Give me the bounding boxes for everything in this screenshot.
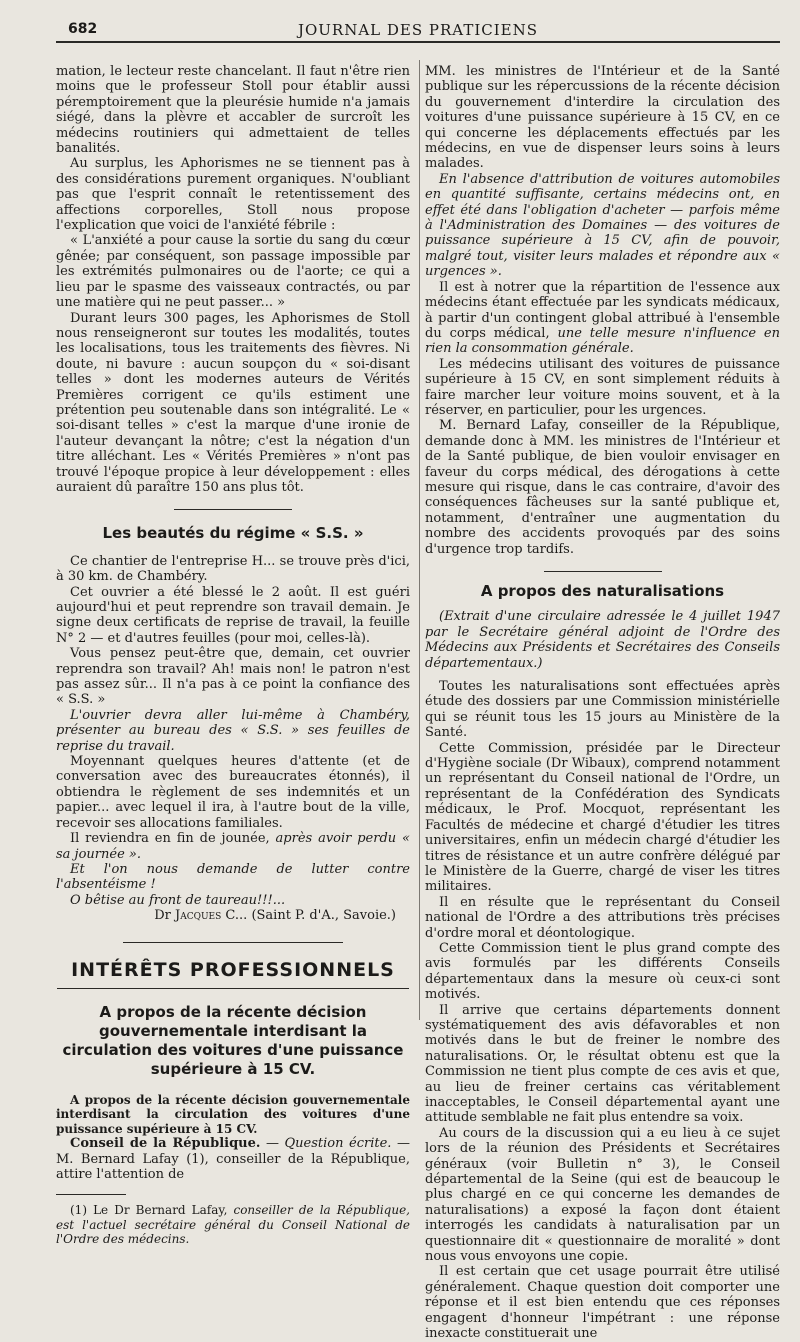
extract-note: (Extrait d'une circulaire adressée le 4 juillet 1947 par le Secrétaire général adjoint de l'Ordre des Médecins aux Présidents et Secrétaires des Conseils départementaux.) bbox=[425, 609, 780, 671]
paragraph: Au surplus, les Aphorismes ne se tiennent pas à des considérations purement organiques. N'oubliant pas que l'esprit connaît le retentissement des affections corporelles, Stoll nous propose l'explication que voici de l'anxiété fébrile : bbox=[56, 156, 410, 234]
text-run: (1) Le Dr Bernard Lafay, bbox=[70, 1203, 234, 1218]
text-run: Dr bbox=[154, 908, 175, 924]
section-rule bbox=[123, 942, 343, 943]
section-rule bbox=[544, 571, 662, 572]
quotation: « L'anxiété a pour cause la sortie du sang du cœur gênée; par conséquent, son passage impossible par les extrémités pulmonaires ou de l'aorte; ce qui a lieu par le spasme des vaisseaux contractés, ou par une matière qui ne peut passer... » bbox=[56, 233, 410, 311]
signature bbox=[56, 908, 410, 923]
footnote bbox=[56, 1203, 410, 1246]
text-run: Jacques bbox=[175, 908, 222, 924]
header-rule bbox=[56, 41, 780, 43]
page-header bbox=[56, 18, 780, 40]
bold-intro: A propos de la récente décision gouvernementale interdisant la circulation des voitures d'une puissance supérieure à 15 CV. bbox=[56, 1092, 410, 1136]
text-run: Conseil de la République. bbox=[70, 1136, 261, 1152]
footnote-rule bbox=[56, 1194, 126, 1195]
text-run: Il reviendra en fin de jounée, bbox=[70, 831, 276, 847]
text-run: Question écrite. bbox=[284, 1136, 392, 1152]
paragraph: Durant leurs 300 pages, les Aphorismes de Stoll nous renseigneront sur toutes les modalités, toutes les localisations, tous les traitements des fièvres. Ni doute, ni bavure : aucun soupçon du « soi-disant telles » dont les modernes auteurs de Vérités Premières corrigent ce qu'ils estiment une prétention peu soutenable dans son intégralité. Le « soi-disant telles » c'est la marque d'une ironie de l'auteur devançant la nôtre; c'est la négation d'un titre alléchant. Les « Vérités Premières » n'ont pas trouvé l'époque propice à leur développement : elles auraient dû paraître 150 ans plus tôt. bbox=[56, 310, 410, 495]
paragraph: M. Bernard Lafay, conseiller de la République, demande donc à MM. les ministres de l'Intérieur et de la Santé publique, de bien vouloir envisager en faveur du corps médical, des dérogations à cette mesure qui risque, dans le cas contraire, d'avoir des conséquences fâcheuses sur la santé publique et, notamment, d'entraîner une augmentation du nombre des accidents provoqués par des soins d'urgence trop tardifs. bbox=[425, 418, 780, 557]
paragraph: Et l'on nous demande de lutter contre l'absentéisme ! bbox=[56, 861, 410, 893]
journal-title: JOURNAL DES PRATICIENS bbox=[297, 21, 539, 39]
paragraph: MM. les ministres de l'Intérieur et de la Santé publique sur les répercussions de la récente décision du gouvernement d'interdire la circulation des voitures d'une puissance supérieure à 15 CV, en ce qui concerne les déplacements effectués par les médecins, en vue de dispenser leurs soins à leurs malades. bbox=[425, 64, 780, 172]
big-section-title: INTÉRÊTS PROFESSIONNELS bbox=[71, 958, 395, 981]
section-rule bbox=[57, 988, 409, 989]
paragraph: Cette Commission tient le plus grand compte des avis formulés par les différents Conseils départementaux dans la mesure où ceux-ci sont motivés. bbox=[425, 940, 780, 1003]
section-title-naturalisations: A propos des naturalisations bbox=[480, 582, 725, 600]
column-divider bbox=[419, 60, 420, 1020]
paragraph: O bêtise au front de taureau!!!... bbox=[70, 892, 286, 908]
paragraph: Il est certain que cet usage pourrait être utilisé généralement. Chaque question doit comporter une réponse et il est bien entendu que ces réponses engagent d'honneur l'impétrant : une réponse inexacte constituerait une bbox=[425, 1264, 780, 1342]
paragraph: Moyennant quelques heures d'attente (et de conversation avec des bureaucrates étonnés), il obtiendra le règlement de ses indemnités et un papier... avec lequel il ira, à l'autre bout de la ville, recevoir ses allocations familiales. bbox=[56, 754, 410, 831]
text-run: C... (Saint P. d'A., Savoie.) bbox=[221, 908, 396, 924]
paragraph: Les médecins utilisant des voitures de puissance supérieure à 15 CV, en sont simplement réduits à faire marcher leur voiture moins souvent, et à la réserver, en particulier, pour les urgences. bbox=[425, 356, 780, 418]
text-run: Il est à notrer que la répartition de l'essence aux médecins étant effectuée par les syndicats médicaux, à partir d'un contingent global attribué à l'ensemble du corps médical, bbox=[425, 279, 780, 341]
paragraph: Toutes les naturalisations sont effectuées après étude des dossiers par une Commission ministérielle qui se réunit tous les 15 jours au Ministère de la Santé. bbox=[425, 679, 780, 741]
section-rule bbox=[174, 509, 292, 510]
paragraph: Vous pensez peut-être que, demain, cet ouvrier reprendra son travail? Ah! mais non! le patron n'est pas assez sûr... Il n'a pas à ce point la confiance des « S.S. » bbox=[56, 646, 410, 708]
paragraph: Il en résulte que le représentant du Conseil national de l'Ordre a des attributions très précises d'ordre moral et déontologique. bbox=[425, 894, 780, 941]
text-run: — M. Bernard Lafay (1), conseiller de la République, attire l'attention de bbox=[56, 1136, 410, 1182]
paragraph bbox=[56, 1136, 410, 1182]
text-run: après avoir perdu « sa journée ». bbox=[56, 831, 410, 862]
text-run: conseiller de la République, est l'actuel secrétaire général du Conseil National de l'Ordre des médecins. bbox=[56, 1203, 410, 1247]
text-run: — bbox=[260, 1136, 285, 1152]
paragraph: Cet ouvrier a été blessé le 2 août. Il est guéri aujourd'hui et peut reprendre son travail demain. Je signe deux certificats de reprise de travail, la feuille N° 2 — et d'autres feuilles (pour moi, celles-là). bbox=[56, 584, 410, 646]
text-run: une telle mesure n'influence en rien la consommation générale. bbox=[425, 325, 780, 357]
paragraph: mation, le lecteur reste chancelant. Il faut n'être rien moins que le professeur Stoll pour établir aussi péremptoirement que la pleurésie humide n'a jamais siégé, dans la plèvre et accabler de surcroît les médecins routiniers qui admettaient de telles banalités. bbox=[56, 64, 410, 157]
right-column bbox=[425, 64, 780, 1342]
paragraph: Cette Commission, présidée par le Directeur d'Hygiène sociale (Dr Wibaux), comprend notamment un représentant du Conseil national de l'Ordre, un représentant de la Confédération des Syndicats médicaux, le Prof. Mocquot, représentant les Facultés de médecine et chargé d'étudier les titres universitaires, enfin un médecin chargé d'étudier les titres de résistance et un autre confrère délégué par le Ministère de la Guerre, chargé de viser les titres militaires. bbox=[425, 740, 780, 895]
article-title: A propos de la récente décision gouvernementale interdisant la circulation des voitures d'une puissance supérieure à 15 CV. bbox=[62, 1002, 404, 1078]
paragraph: Ce chantier de l'entreprise H... se trouve près d'ici, à 30 km. de Chambéry. bbox=[56, 553, 410, 585]
paragraph bbox=[56, 831, 410, 862]
page-number: 682 bbox=[68, 21, 98, 37]
paragraph: Il arrive que certains départements donnent systématiquement des avis défavorables et non motivés dans le but de freiner le nombre des naturalisations. Or, le résultat obtenu est que la Commission ne tient plus compte de ces avis et que, au lieu de freiner certains cas véritablement inacceptables, le Conseil départemental ayant une attitude semblable ne fait plus entendre sa voix. bbox=[425, 1002, 780, 1126]
paragraph bbox=[425, 280, 780, 357]
section-title-beautes: Les beautés du régime « S.S. » bbox=[102, 524, 364, 543]
left-column bbox=[56, 64, 410, 1247]
paragraph: Au cours de la discussion qui a eu lieu à ce sujet lors de la réunion des Présidents et Secrétaires généraux (voir Bulletin n° 3), le Conseil départemental de la Seine (qui est de beaucoup le plus chargé en ce qui concerne les demandes de naturalisations) a exposé la façon dont étaient interrogés les candidats à naturalisation par un questionnaire dit « questionnaire de moralité » dont nous vous envoyons une copie. bbox=[425, 1125, 780, 1265]
paragraph: En l'absence d'attribution de voitures automobiles en quantité suffisante, certains médecins ont, en effet été dans l'obligation d'acheter — parfois même à l'Administration des Domaines — des voitures de puissance supérieure à 15 CV, afin de pouvoir, malgré tout, visiter leurs malades et répondre aux « urgences ». bbox=[425, 171, 780, 280]
paragraph: L'ouvrier devra aller lui-même à Chambéry, présenter au bureau des « S.S. » ses feuilles de reprise du travail. bbox=[56, 707, 410, 754]
